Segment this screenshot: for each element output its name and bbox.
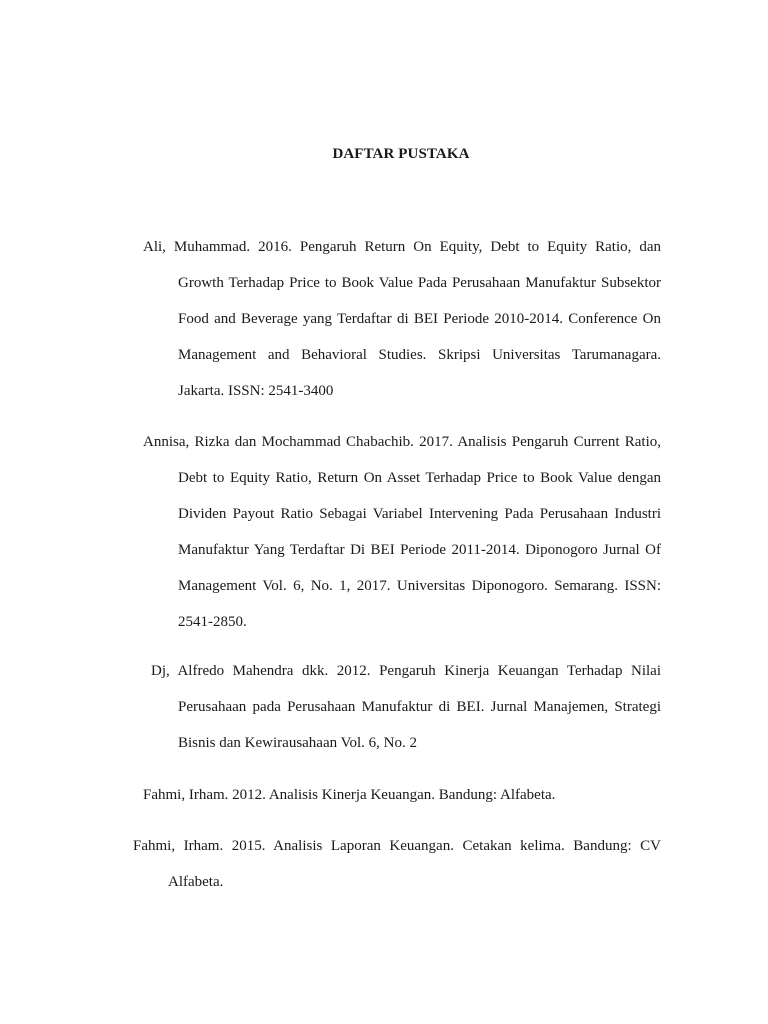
reference-entry: Dj, Alfredo Mahendra dkk. 2012. Pengaruh Kinerja Keuangan Terhadap Nilai Perusahaan pada Perusahaan Manufaktur di BEI. Jurnal Manajemen, Strategi Bisnis dan Kewirausahaan Vol. 6, No. 2	[151, 663, 661, 751]
page-title: DAFTAR PUSTAKA	[332, 146, 470, 162]
reference-entry: Fahmi, Irham. 2015. Analisis Laporan Keuangan. Cetakan kelima. Bandung: CV Alfabeta.	[133, 838, 661, 890]
reference-entry: Fahmi, Irham. 2012. Analisis Kinerja Keuangan. Bandung: Alfabeta.	[143, 787, 556, 803]
reference-entry: Annisa, Rizka dan Mochammad Chabachib. 2017. Analisis Pengaruh Current Ratio, Debt to Equity Ratio, Return On Asset Terhadap Price to Book Value dengan Dividen Payout Ratio Sebagai Variabel Intervening Pada Perusahaan Industri Manufaktur Yang Terdaftar Di BEI Periode 2011-2014. Diponogoro Jurnal Of Management Vol. 6, No. 1, 2017. Universitas Diponogoro. Semarang. ISSN: 2541-2850.	[143, 434, 661, 630]
reference-entry: Ali, Muhammad. 2016. Pengaruh Return On Equity, Debt to Equity Ratio, dan Growth Terhadap Price to Book Value Pada Perusahaan Manufaktur Subsektor Food and Beverage yang Terdaftar di BEI Periode 2010-2014. Conference On Management and Behavioral Studies. Skripsi Universitas Tarumanagara. Jakarta. ISSN: 2541-3400	[143, 239, 661, 399]
